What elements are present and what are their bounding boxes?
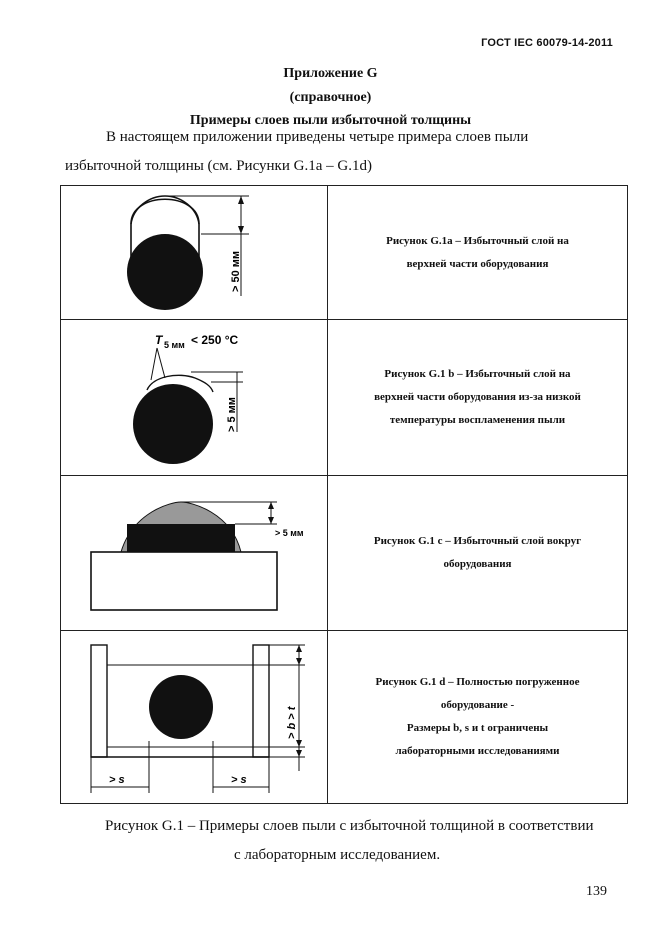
- figure-c-dimension: > 5 мм: [275, 528, 304, 538]
- figure-a-caption-line2: верхней части оборудования: [406, 257, 549, 270]
- figure-caption-line1: Рисунок G.1 – Примеры слоев пыли с избыточной толщиной в соответствии: [105, 818, 594, 834]
- figure-c-caption-line1: Рисунок G.1 c – Избыточный слой вокруг: [373, 535, 582, 547]
- figure-row-b: [61, 320, 628, 476]
- figure-b-caption-line2: верхней части оборудования из-за низкой: [374, 391, 581, 403]
- figure-b-caption: [328, 320, 628, 476]
- figure-d-caption: [328, 631, 628, 804]
- figure-d-dimension-height: > b > t: [286, 706, 298, 739]
- figures-table: [60, 185, 628, 804]
- figure-d-caption-line1: Рисунок G.1 d – Полностью погруженное: [375, 676, 580, 688]
- figure-d-drawing: [61, 631, 328, 804]
- figure-b-temp-subscript: 5 мм: [164, 340, 185, 350]
- figure-d-dimension-left: > s: [109, 774, 125, 786]
- figure-d-caption-line4: лабораторными исследованиями: [395, 745, 560, 757]
- figure-row-a: [61, 186, 628, 320]
- appendix-title: Приложение G: [283, 66, 378, 81]
- figure-b-caption-line3: температуры воспламенения пыли: [389, 414, 566, 426]
- figure-b-caption-line1: Рисунок G.1 b – Избыточный слой на: [384, 368, 571, 380]
- figure-b-temp-value: < 250 °C: [191, 333, 239, 347]
- intro-text-line2: избыточной толщины (см. Рисунки G.1a – G.1d): [65, 158, 372, 174]
- intro-text-line1: В настоящем приложении приведены четыре примера слоев пыли: [106, 129, 529, 145]
- figure-b-dimension: > 5 мм: [226, 397, 238, 432]
- figure-a-caption-line1: Рисунок G.1a – Избыточный слой на: [386, 234, 569, 247]
- figure-a-caption: [328, 186, 628, 320]
- figure-c-caption: [328, 476, 628, 631]
- document-header: ГОСТ IEC 60079-14-2011: [481, 37, 613, 49]
- figure-a-drawing: [61, 186, 328, 320]
- figure-b-drawing: [61, 320, 328, 476]
- appendix-type: (справочное): [289, 90, 372, 105]
- figure-caption-line2: с лабораторным исследованием.: [234, 847, 441, 863]
- figure-row-d: [61, 631, 628, 804]
- figure-d-caption-line3: Размеры b, s и t ограничены: [406, 722, 549, 734]
- figure-d-dimension-right: > s: [231, 774, 247, 786]
- figure-b-temp-symbol: T: [155, 333, 163, 347]
- figure-c-caption-line2: оборудования: [443, 558, 512, 570]
- page-number: 139: [586, 884, 607, 899]
- appendix-subtitle: Примеры слоев пыли избыточной толщины: [189, 113, 472, 128]
- figure-c-drawing: [61, 476, 328, 631]
- figure-a-dimension: > 50 мм: [230, 250, 242, 292]
- figure-d-caption-line2: оборудование -: [440, 699, 515, 711]
- figure-row-c: [61, 476, 628, 631]
